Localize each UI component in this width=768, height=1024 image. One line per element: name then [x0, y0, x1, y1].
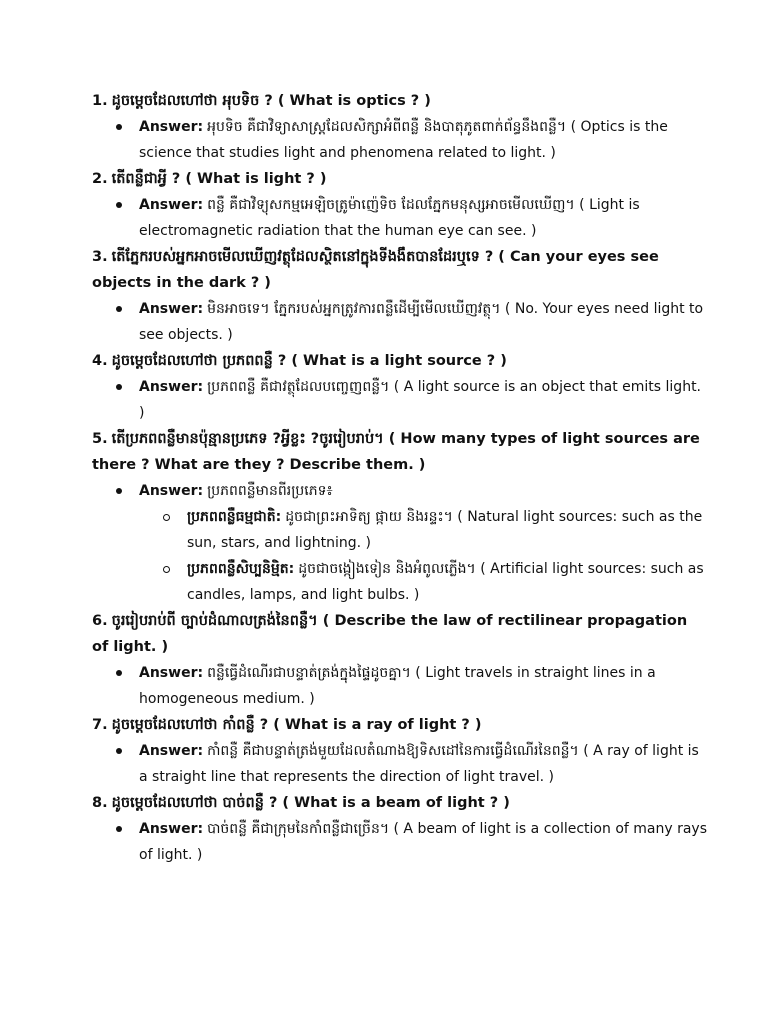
answer-4: Answer: ប្រភពពន្លឺ គឺជាវត្ថុដែលបញ្ចេញពន្លឺ។ ( A light source is an object that emits light. ): [116, 374, 708, 426]
question-text: តើពន្លឺជាអ្វី ? ( What is light ? ): [111, 171, 327, 187]
answer-text: មិនអាចទេ។ ភ្នែករបស់អ្នកត្រូវការពន្លឺដើម្បីមើលឃើញវត្ថុ។ ( No. Your eyes need light to see objects. ): [139, 301, 704, 343]
qa-item-5: [92, 426, 708, 608]
qa-item-3: [92, 244, 708, 348]
answer-text: ពន្លឺធ្វើដំណើរជាបន្ទាត់ត្រង់ក្នុងផ្ទៃដូចគ្នា។ ( Light travels in straight lines in a homogeneous medium. ): [139, 665, 656, 707]
question-text: ដូចម្តេចដែលហៅថា អុបទិច ? ( What is optics ? ): [111, 93, 431, 109]
question-7: 7. ដូចម្តេចដែលហៅថា កាំពន្លឺ ? ( What is a ray of light ? ): [92, 717, 482, 733]
question-2: 2. តើពន្លឺជាអ្វី ? ( What is light ? ): [92, 171, 327, 187]
question-text: តើប្រភពពន្លឺមានប៉ុន្មានប្រភេទ ?អ្វីខ្លះ ?ចូររៀបរាប់។ ( How many types of light sources are there ? What are they ? Describe them. ): [92, 431, 700, 473]
sub-answer-list: [92, 504, 708, 608]
bullet-icon: [116, 488, 122, 494]
bullet-icon: [116, 670, 122, 676]
answer-3: Answer: មិនអាចទេ។ ភ្នែករបស់អ្នកត្រូវការពន្លឺដើម្បីមើលឃើញវត្ថុ។ ( No. Your eyes need light to see objects. ): [116, 296, 708, 348]
question-6: 6. ចូររៀបរាប់ពី ច្បាប់ដំណាលត្រង់នៃពន្លឺ។ ( Describe the law of rectilinear propagation of light. ): [92, 613, 688, 655]
answer-2: Answer: ពន្លឺ គឺជាវិទ្យុសកម្មអេឡិចត្រូម៉ាញ៉េទិច ដែលភ្នែកមនុស្សអាចមើលឃើញ។ ( Light is electromagnetic radiation that the human eye can see. ): [116, 192, 708, 244]
answer-text: ប្រភពពន្លឺ គឺជាវត្ថុដែលបញ្ចេញពន្លឺ។ ( A light source is an object that emits light. ): [139, 379, 702, 421]
qa-item-8: [92, 790, 708, 868]
answer-8: Answer: បាច់ពន្លឺ គឺជាក្រុមនៃកាំពន្លឺជាច្រើន។ ( A beam of light is a collection of many rays of light. ): [116, 816, 708, 868]
qa-item-6: [92, 608, 708, 712]
bullet-icon: [116, 748, 122, 754]
bullet-icon: [116, 826, 122, 832]
answer-list: [92, 816, 708, 868]
bullet-icon: [116, 306, 122, 312]
answer-6: Answer: ពន្លឺធ្វើដំណើរជាបន្ទាត់ត្រង់ក្នុងផ្ទៃដូចគ្នា។ ( Light travels in straight lines in a homogeneous medium. ): [116, 660, 708, 712]
bullet-icon: [116, 124, 122, 130]
answer-text: កាំពន្លឺ គឺជាបន្ទាត់ត្រង់មួយដែលតំណាងឱ្យទិសដៅនៃការធ្វើដំណើរនៃពន្លឺ។ ( A ray of light is a straight line that represents the direction of light travel. ): [139, 743, 699, 785]
circle-bullet-icon: [163, 566, 170, 573]
answer-list: [92, 374, 708, 426]
answer-text: ពន្លឺ គឺជាវិទ្យុសកម្មអេឡិចត្រូម៉ាញ៉េទិច ដែលភ្នែកមនុស្សអាចមើលឃើញ។ ( Light is electromagnetic radiation that the human eye can see. ): [139, 197, 640, 239]
question-text: ចូររៀបរាប់ពី ច្បាប់ដំណាលត្រង់នៃពន្លឺ។ ( Describe the law of rectilinear propagation of light. ): [92, 613, 688, 655]
qa-item-2: [92, 166, 708, 244]
sub-answer-natural: ប្រភពពន្លឺធម្មជាតិ: ដូចជាព្រះអាទិត្យ ផ្កាយ និងរន្ទះ។ ( Natural light sources: such as the sun, stars, and lightning. ): [163, 504, 708, 556]
answer-list: [92, 478, 708, 504]
answer-7: Answer: កាំពន្លឺ គឺជាបន្ទាត់ត្រង់មួយដែលតំណាងឱ្យទិសដៅនៃការធ្វើដំណើរនៃពន្លឺ។ ( A ray of light is a straight line that represents the direction of light travel. ): [116, 738, 708, 790]
qa-item-1: [92, 88, 708, 166]
answer-list: [92, 114, 708, 166]
bullet-icon: [116, 202, 122, 208]
answer-list: [92, 296, 708, 348]
bullet-icon: [116, 384, 122, 390]
sub-answer-text: ដូចជាព្រះអាទិត្យ ផ្កាយ និងរន្ទះ។ ( Natural light sources: such as the sun, stars, and lightning. ): [187, 509, 703, 551]
answer-5: Answer: ប្រភពពន្លឺមានពីរប្រភេទ៖: [116, 478, 708, 504]
question-3: 3. តើភ្នែករបស់អ្នកអាចមើលឃើញវត្ថុដែលស្ថិតនៅក្នុងទីងងឹតបានដែរឬទេ ? ( Can your eyes see objects in the dark ? ): [92, 249, 659, 291]
qa-item-4: [92, 348, 708, 426]
question-1: 1. ដូចម្តេចដែលហៅថា អុបទិច ? ( What is optics ? ): [92, 93, 431, 109]
question-text: ដូចម្តេចដែលហៅថា កាំពន្លឺ ? ( What is a ray of light ? ): [111, 717, 482, 733]
answer-text: អុបទិច គឺជាវិទ្យាសាស្ត្រដែលសិក្សាអំពីពន្លឺ និងបាតុភូតពាក់ព័ន្ធនឹងពន្លឺ។ ( Optics is the science that studies light and phenomena related to light. ): [139, 119, 668, 161]
question-text: ដូចម្តេចដែលហៅថា ប្រភពពន្លឺ ? ( What is a light source ? ): [111, 353, 507, 369]
qa-item-7: [92, 712, 708, 790]
sub-answer-artificial: ប្រភពពន្លឺសិប្បនិម្មិត: ដូចជាចង្កៀងទៀន និងអំពូលភ្លើង។ ( Artificial light sources: such as candles, lamps, and light bulbs. ): [163, 556, 708, 608]
sub-answer-text: ដូចជាចង្កៀងទៀន និងអំពូលភ្លើង។ ( Artificial light sources: such as candles, lamps, and light bulbs. ): [187, 561, 704, 603]
question-5: 5. តើប្រភពពន្លឺមានប៉ុន្មានប្រភេទ ?អ្វីខ្លះ ?ចូររៀបរាប់។ ( How many types of light sources are there ? What are they ? Describe them. ): [92, 431, 700, 473]
circle-bullet-icon: [163, 514, 170, 521]
answer-list: [92, 660, 708, 712]
question-4: 4. ដូចម្តេចដែលហៅថា ប្រភពពន្លឺ ? ( What is a light source ? ): [92, 353, 507, 369]
answer-text: បាច់ពន្លឺ គឺជាក្រុមនៃកាំពន្លឺជាច្រើន។ ( A beam of light is a collection of many rays of light. ): [139, 821, 708, 863]
question-text: តើភ្នែករបស់អ្នកអាចមើលឃើញវត្ថុដែលស្ថិតនៅក្នុងទីងងឹតបានដែរឬទេ ? ( Can your eyes see objects in the dark ? ): [92, 249, 659, 291]
answer-1: Answer: អុបទិច គឺជាវិទ្យាសាស្ត្រដែលសិក្សាអំពីពន្លឺ និងបាតុភូតពាក់ព័ន្ធនឹងពន្លឺ។ ( Optics is the science that studies light and phenomena related to light. ): [116, 114, 708, 166]
question-text: ដូចម្តេចដែលហៅថា បាច់ពន្លឺ ? ( What is a beam of light ? ): [111, 795, 510, 811]
answer-list: [92, 192, 708, 244]
question-8: 8. ដូចម្តេចដែលហៅថា បាច់ពន្លឺ ? ( What is a beam of light ? ): [92, 795, 510, 811]
answer-list: [92, 738, 708, 790]
answer-text: ប្រភពពន្លឺមានពីរប្រភេទ៖: [207, 483, 333, 499]
